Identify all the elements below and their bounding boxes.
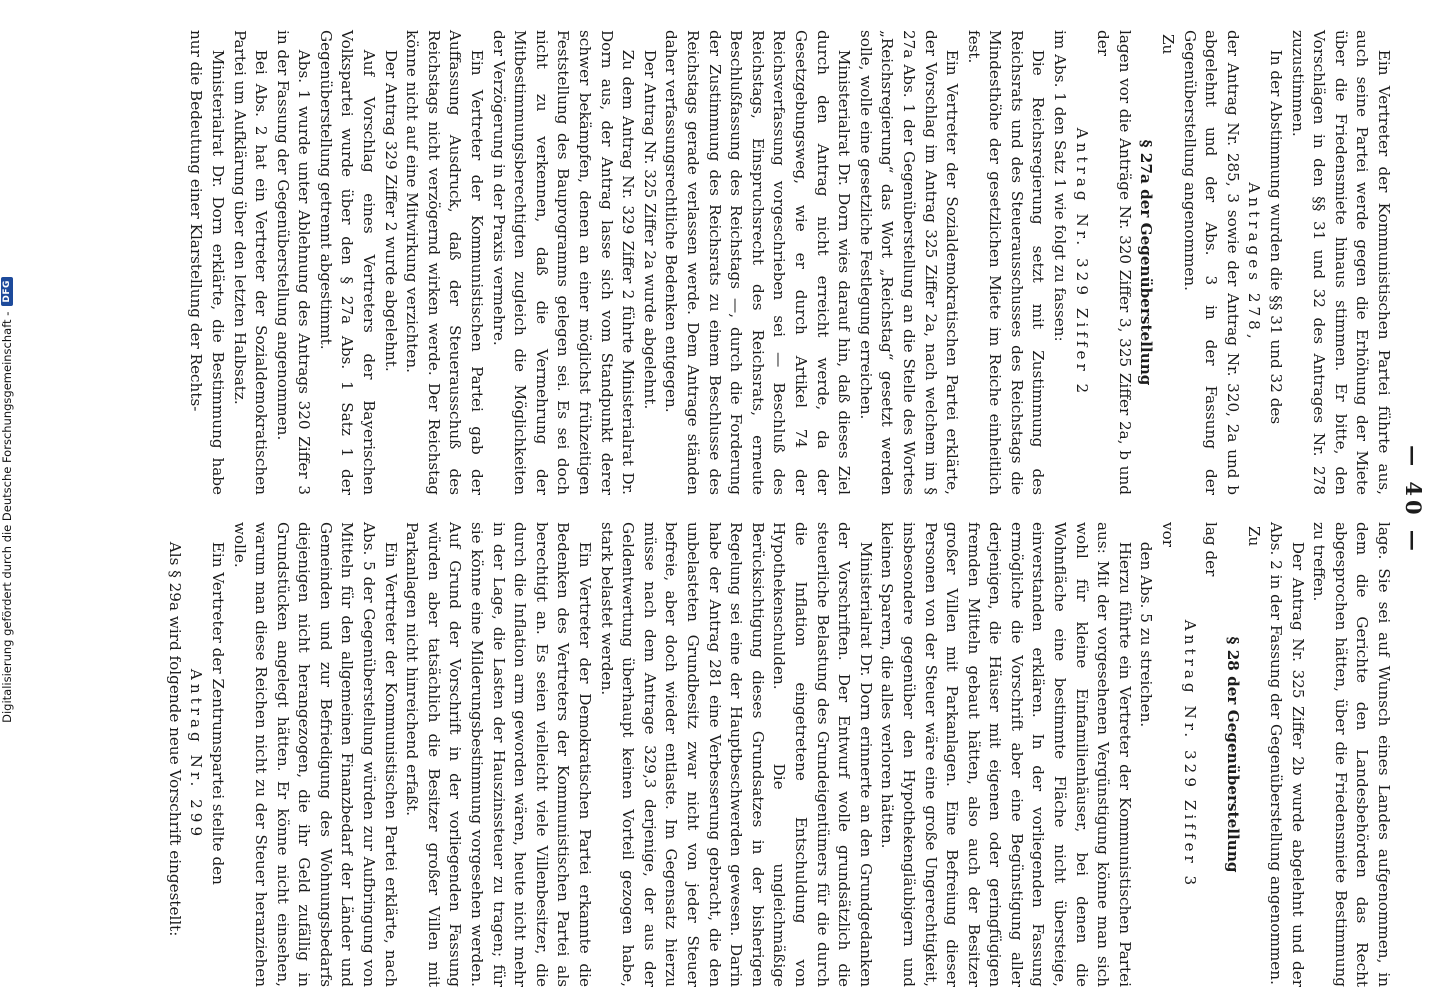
- section-heading: § 28 der Gegenüberstellung: [1223, 636, 1242, 873]
- paragraph: im Abs. 1 den Satz 1 wie folgt zu fassen:: [1051, 30, 1070, 342]
- right-column: [163, 522, 1394, 987]
- paragraph: lagen vor die Anträge Nr. 320 Ziffer 3, 325 Ziffer 2a, b und der: [1094, 30, 1134, 495]
- paragraph: Ein Vertreter der Sozialdemokratischen Partei erklärte, der Vorschlag im Antrag 325 Ziffer 2a, nach welchem im § 27a Abs. 1 der Gegenüberstellung an die Stelle des Wortes „Reichsregierung“ das Wort „Reichstag“ gesetzt werden solle, wolle eine gesetzliche Festlegung erreichen.: [856, 30, 962, 495]
- paragraph: Der Antrag Nr. 325 Ziffer 2a wurde abgelehnt.: [640, 49, 659, 410]
- paragraph: Ein Vertreter der Kommunistischen Partei erklärte, nach Abs. 5 der Gegenüberstellung würden zur Aufbringung von Mitteln für den allgemeinen Finanzbedarf der Länder und Gemeinden und zur Befriedigung des Wohnungsbedarfs diejenigen nicht herangezogen, die ihr Geld zufällig in Grundstücken angelegt hätten. Er könne nicht einsehen, warum man diese Reichen nicht zu der Steuer heranziehen wolle.: [230, 522, 400, 987]
- quoted-text: Die Reichsregierung setzt mit Zustimmung des Reichsrats und des Steuerausschusses des Reichstags die Mindesthöhe der gesetzlichen Miete im Reiche einheitlich fest.: [964, 30, 1048, 495]
- paragraph: Ein Vertreter der Kommunistischen Partei gab der Auffassung Ausdruck, daß der Steuerausschuß des Reichstags nicht verzögernd wirken werde. Der Reichstag könne nicht auf eine Mitwirkung verzichten.: [403, 30, 487, 495]
- paragraph: Hierzu führte ein Vertreter der Kommunistischen Partei aus: Mit der vorgesehenen Vergünstigung könne man sich wohl für kleine Einfamilienhäuser, bei denen die Wohnfläche eine bestimmte Fläche nicht übersteige, einverstanden erklären. In der vorliegenden Fassung ermögliche die Vorschrift aber eine Begünstigung aller derjenigen, die Häuser mit eigenen oder geringfügigen fremden Mitteln gebaut hätten, also auch der Besitzer großer Villen mit Parkanlagen. Eine Befreiung dieser Personen von der Steuer wäre eine große Ungerechtigkeit, insbesondere gegenüber den Hypothekengläubigern und kleinen Sparern, die alles verloren hätten.: [878, 522, 1134, 987]
- paragraph: der Antrag Nr. 285, 3 sowie der Antrag Nr. 320, 2a und b abgelehnt und der Abs. 3 in der Fassung der Gegenüberstellung angenommen.: [1180, 30, 1242, 495]
- motion-title: Antrages 278,: [1245, 182, 1264, 343]
- paragraph: Abs. 1 wurde unter Ablehnung des Antrags 320 Ziffer 3 in der Fassung der Gegenüberstellung angenommen.: [273, 30, 314, 495]
- paragraph: lage. Sie sei auf Wunsch eines Landes aufgenommen, in dem die Gerichte den Landesbehörden das Recht abgesprochen hätten, über die Friedensmiete Bestimmung zu treffen.: [1310, 522, 1393, 987]
- motion-title: Antrag Nr. 329 Ziffer 2: [1072, 127, 1091, 398]
- paragraph-lead: Zu: [1245, 526, 1264, 547]
- quoted-text: den Abs. 5 zu streichen.: [1137, 541, 1156, 728]
- paragraph: Ein Vertreter der Demokratischen Partei erkannte die Bedenken des Vertreters der Kommunistischen Partei als berechtigt an. Es seien vielleicht viele Villenbesitzer, die durch die Inflation arm geworden wären, heute nicht mehr in der Lage, die Lasten der Hauszinssteuer zu tragen; für sie könne eine Milderungsbestimmung vorgesehen werden. Auf Grund der Vorschrift in der vorliegenden Fassung würden aber tatsächlich die Besitzer großer Villen mit Parkanlagen nicht hinreichend erfaßt.: [403, 522, 595, 987]
- paragraph-lead: Zu: [1159, 34, 1178, 55]
- motion-title: Antrag Nr. 299: [187, 668, 206, 841]
- paragraph: lag der: [1202, 522, 1221, 577]
- paragraph: Ministerialrat Dr. Dorn erklärte, die Bestimmung habe nur die Bedeutung einer Klarstellung der Rechts-: [187, 30, 227, 495]
- dfg-logo: DFG: [1, 277, 13, 306]
- quoted-text: Als § 29a wird folgende neue Vorschrift eingestellt:: [165, 541, 184, 937]
- paragraph: Der Antrag 329 Ziffer 2 wurde abgelehnt.: [381, 49, 400, 372]
- left-column: [185, 30, 1394, 495]
- motion-title: Antrag Nr. 329 Ziffer 3: [1180, 619, 1199, 890]
- paragraph: Ein Vertreter der Zentrumspartei stellte den: [208, 541, 227, 885]
- paragraph: Zu dem Antrag Nr. 329 Ziffer 2 führte Ministerialrat Dr. Dorn aus, der Antrag lasse sich vom Standpunkt derer schwer bekämpfen, denen an einer möglichst frühzeitigen Feststellung des Bauprogramms gelegen sei. Es sei doch nicht zu verkennen, daß die Vermehrung der Mitbestimmungsberechtigten zugleich die Möglichkeiten der Verzögerung in der Praxis vermehre.: [489, 30, 638, 495]
- paragraph: Auf Vorschlag eines Vertreters der Bayerischen Volkspartei wurde über den § 27a Abs. 1 Satz 1 der Gegenüberstellung getrennt abgestimmt.: [316, 30, 379, 495]
- paragraph: In der Abstimmung wurden die §§ 31 und 32 des: [1267, 49, 1286, 425]
- credit-text: Digitalisierung gefördert durch die Deutsche Forschungsgemeinschaft -: [0, 311, 14, 723]
- paragraph: Ein Vertreter der Kommunistischen Partei führte aus, auch seine Partei werde gegen die Erhöhung der Miete über die Friedensmiete hinaus stimmen. Er bitte, den Vorschlägen in den §§ 31 und 32 des Antrages Nr. 278 zuzustimmen.: [1288, 30, 1393, 495]
- paragraph: Bei Abs. 2 hat ein Vertreter der Sozialdemokratischen Partei um Aufklärung über den letzten Halbsatz.: [230, 30, 271, 495]
- paragraph: Der Antrag Nr. 325 Ziffer 2b wurde abgelehnt und der Abs. 2 in der Fassung der Gegenüberstellung angenommen.: [1267, 522, 1307, 987]
- paragraph: vor: [1159, 522, 1178, 547]
- paragraph: Ministerialrat Dr. Dorn erinnerte an den Grundgedanken der Vorschriften. Der Entwurf wolle grundsätzlich die steuerliche Belastung des Grundeigentümers für die durch die Inflation eingetretene Entschuldung von Hypothekenschulden. Die ungleichmäßige Berücksichtigung dieses Grundsatzes in der bisherigen Regelung sei eine der Hauptbeschwerden gewesen. Darin habe der Antrag 281 eine Verbesserung gebracht, die den unbelasteten Grundbesitz zwar nicht von jeder Steuer befreie, aber doch wieder entlaste. Im Gegensatz hierzu müsse nach dem Antrage 329,3 derjenige, der aus der Geldentwertung überhaupt keinen Vorteil gezogen habe, stark belastet werden.: [597, 522, 875, 987]
- section-heading: § 27a der Gegenüberstellung: [1137, 139, 1156, 386]
- page-number: — 40 —: [1401, 445, 1426, 555]
- paragraph: Ministerialrat Dr. Dorn wies darauf hin, daß dieses Ziel durch den Antrag nicht erreicht werde, da der Gesetzgebungsweg, wie er durch Artikel 74 der Reichsverfassung vorgeschrieben sei — Beschluß des Reichstags, Einspruchsrecht des Reichsrats, erneute Beschlußfassung des Reichstags —, durch die Forderung der Zustimmung des Reichsrats zu einem Beschlusse des Reichstags gerade verlassen werde. Dem Antrage ständen daher verfassungsrechtliche Bedenken entgegen.: [662, 30, 854, 495]
